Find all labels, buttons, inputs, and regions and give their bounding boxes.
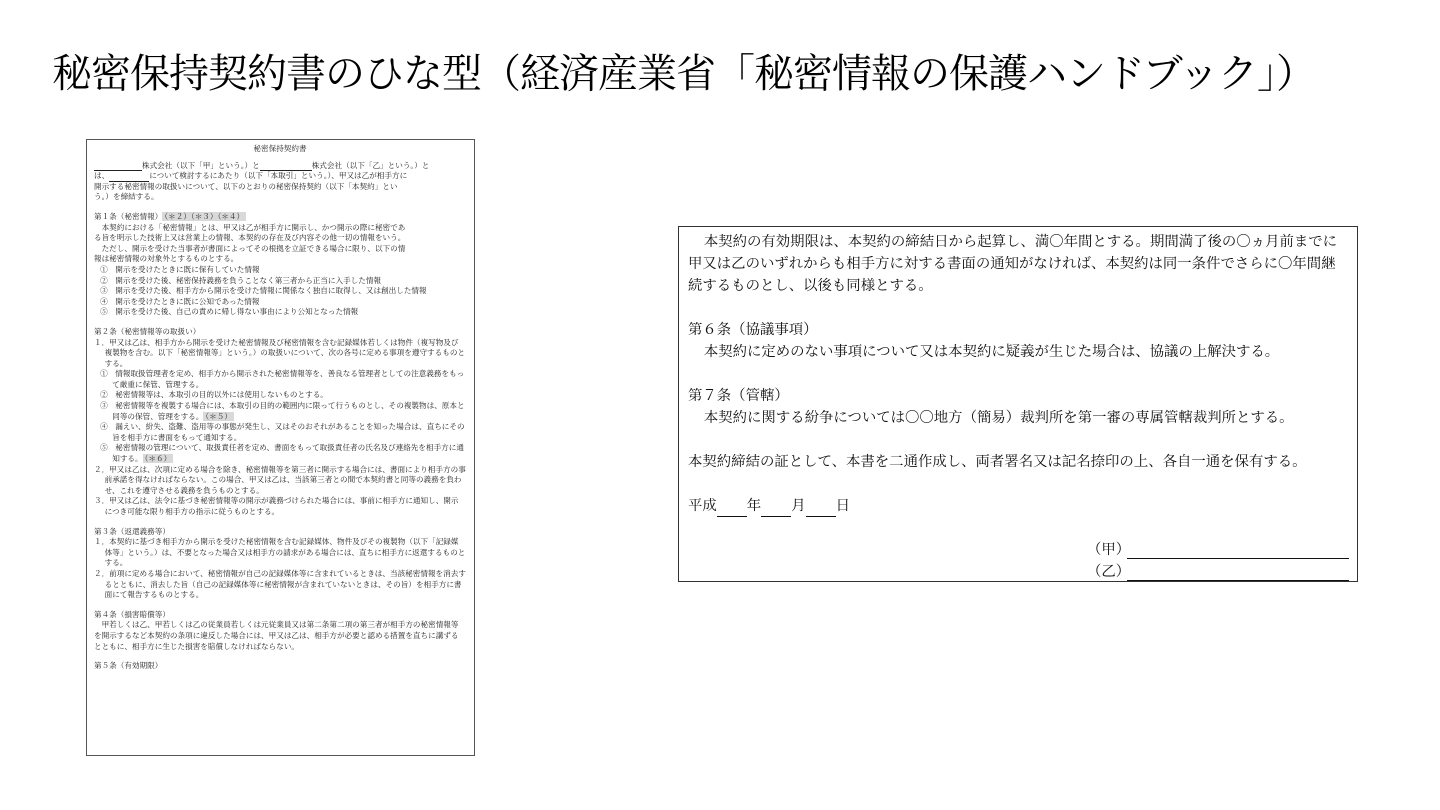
article-2-item: ④ 漏えい、紛失、盗難、盗用等の事態が発生し、又はそのおそれがあることを知った場合は、直ちにその旨を相手方に書面をもって通知する。 bbox=[100, 422, 465, 442]
article-3-para: １．本契約に基づき相手方から開示を受けた秘密情報を含む記録媒体、物件及びその複製物（以下「記録媒体等」という。）は、不要となった場合又は相手方の請求がある場合には、直ちに相手方に返還するものとする。 bbox=[94, 537, 466, 568]
blank-line bbox=[761, 500, 791, 517]
signature-row-a bbox=[1087, 539, 1351, 561]
article-3-heading: 第３条（返還義務等） bbox=[94, 526, 170, 536]
article-1-item: ① 開示を受けたときに既に保有していた情報 bbox=[100, 264, 260, 274]
date-year: 年 bbox=[746, 498, 762, 514]
article-2-para: １．甲又は乙は、相手方から開示を受けた秘密情報及び秘密情報を含む記録媒体若しくは物件（複写物及び複製物を含む。以下「秘密情報等」という。）の取扱いについて、次の各号に定める事項を遵守するものとする。 bbox=[94, 337, 466, 368]
date-line bbox=[688, 495, 1349, 517]
intro-line-2 bbox=[94, 171, 466, 182]
item-text: ③ 秘密情報等を複製する場合には、本取引の目的の範囲内に限って行うものとし、その複製物は、原本と同等の保管、管理をする。 bbox=[100, 401, 465, 421]
article-1-line: る旨を明示した技術上又は営業上の情報、本契約の存在及び内容その他一切の情報をいう。 bbox=[94, 233, 406, 243]
article-1-item: ③ 開示を受けた後、相手方から開示を受けた情報に関係なく独自に取得し、又は創出した情報 bbox=[100, 286, 427, 296]
signature-row-b bbox=[1087, 561, 1351, 582]
article-2-item bbox=[94, 443, 466, 464]
article-1-item: ② 開示を受けた後、秘密保持義務を負うことなく第三者から正当に入手した情報 bbox=[100, 275, 382, 285]
intro-line-4: う。）を締結する。 bbox=[94, 192, 159, 202]
article-1-line: ただし、開示を受けた当事者が書面によってその根拠を立証できる場合に限り、以下の情 bbox=[101, 243, 406, 253]
article-7-heading: 第７条（管轄） bbox=[688, 388, 789, 404]
article-5-heading: 第５条（有効期限） bbox=[94, 661, 163, 671]
article-6-body: 本契約に定めのない事項について又は本契約に疑義が生じた場合は、協議の上解決する。 bbox=[703, 344, 1280, 360]
article-2-item bbox=[94, 401, 466, 422]
slide-title: 秘密保持契約書のひな型（経済産業省「秘密情報の保護ハンドブック」） bbox=[52, 51, 1315, 97]
article-2-item: ① 情報取扱管理者を定め、相手方から開示された秘密情報等を、善良なる管理者としての注意義務をもって厳重に保管、管理する。 bbox=[100, 369, 465, 389]
article-6-heading: 第６条（協議事項） bbox=[688, 322, 818, 338]
closing-statement: 本契約締結の証として、本書を二通作成し、両者署名又は記名捺印の上、各自一通を保有する。 bbox=[688, 454, 1307, 470]
article-1-item: ④ 開示を受けたときに既に公知であった情報 bbox=[100, 296, 260, 306]
article-1-line: 本契約における「秘密情報」とは、甲又は乙が相手方に開示し、かつ開示の際に秘密であ bbox=[101, 222, 406, 232]
intro-text: 株式会社（以下「乙」という。）と bbox=[311, 160, 430, 170]
article-2-para: ２．甲又は乙は、次項に定める場合を除き、秘密情報等を第三者に開示する場合には、書面により相手方の事前承諾を得なければならない。この場合、甲又は乙は、当該第三者との間で本契約書と同等の義務を負わせ、これを遵守させる義務を負うものとする。 bbox=[94, 464, 466, 495]
contract-excerpt bbox=[678, 226, 1358, 582]
signature-line bbox=[1127, 558, 1349, 559]
article-5-body: 本契約の有効期限は、本契約の締結日から起算し、満〇年間とする。期間満了後の〇ヵ月前までに甲又は乙のいずれからも相手方に対する書面の通知がなければ、本契約は同一条件でさらに〇年間継続するものとし、以後も同様とする。 bbox=[688, 234, 1338, 294]
intro-text: は、 bbox=[94, 171, 110, 181]
article-2-para: ３．甲又は乙は、法令に基づき秘密情報等の開示が義務づけられた場合には、事前に相手方に通知し、開示につき可能な限り相手方の指示に従うものとする。 bbox=[94, 496, 459, 516]
contract-title: 秘密保持契約書 bbox=[253, 144, 307, 153]
article-1-item: ⑤ 開示を受けた後、自己の責めに帰し得ない事由により公知となった情報 bbox=[100, 307, 359, 317]
signature-line bbox=[1127, 580, 1349, 581]
date-month: 月 bbox=[791, 498, 806, 514]
intro-text: について検討するにあたり（以下「本取引」という。）、甲又は乙が相手方に bbox=[149, 171, 408, 181]
intro-text: 株式会社（以下「甲」という。）と bbox=[142, 160, 260, 170]
heading-text: 第１条（秘密情報） bbox=[94, 211, 163, 221]
article-1-heading bbox=[94, 212, 466, 223]
blank-line bbox=[94, 162, 142, 171]
intro-line-3: 開示する秘密情報の取扱いについて、以下のとおりの秘密保持契約（以下「本契約」とい bbox=[94, 181, 398, 191]
article-1-line: 報は秘密情報の対象外とするものとする。 bbox=[94, 254, 239, 264]
article-2-heading: 第２条（秘密情報等の取扱い） bbox=[94, 326, 201, 336]
note-marker: （＊５） bbox=[205, 411, 232, 421]
party-b-label: （乙） bbox=[1087, 564, 1131, 580]
blank-line bbox=[260, 162, 312, 171]
note-marker: （＊６） bbox=[144, 454, 172, 464]
contract-page-thumbnail bbox=[86, 139, 475, 756]
date-day: 日 bbox=[835, 498, 851, 514]
note-marker: （＊２）（＊３）（＊４） bbox=[164, 211, 245, 221]
article-3-para: ２．前項に定める場合において、秘密情報が自己の記録媒体等に含まれているときは、当該秘密情報を消去するとともに、消去した旨（自己の記録媒体等に秘密情報が含まれていないときは、その旨）を相手方に書面にて報告するものとする。 bbox=[94, 568, 466, 600]
blank-line bbox=[717, 500, 747, 517]
intro-line-1 bbox=[94, 161, 466, 172]
party-a-label: （甲） bbox=[1087, 542, 1131, 558]
article-4-para: 甲若しくは乙、甲若しくは乙の従業員若しくは元従業員又は第二条第二項の第三者が相手方の秘密情報等を開示するなど本契約の条項に違反した場合には、甲又は乙は、相手方が必要と認める措置を直ちに講ずるとともに、相手方に生じた損害を賠償しなければならない。 bbox=[94, 620, 459, 651]
blank-line bbox=[806, 500, 836, 517]
article-7-body: 本契約に関する紛争については〇〇地方（簡易）裁判所を第一審の専属管轄裁判所とする。 bbox=[703, 410, 1294, 426]
article-4-heading: 第４条（損害賠償等） bbox=[94, 609, 170, 619]
blank-line bbox=[109, 173, 149, 182]
date-era: 平成 bbox=[688, 498, 717, 514]
item-text: ⑤ 秘密情報の管理について、取扱責任者を定め、書面をもって取扱責任者の氏名及び連絡先を相手方に通知する。 bbox=[100, 443, 464, 464]
article-2-item: ② 秘密情報等は、本取引の目的以外には使用しないものとする。 bbox=[100, 390, 328, 400]
